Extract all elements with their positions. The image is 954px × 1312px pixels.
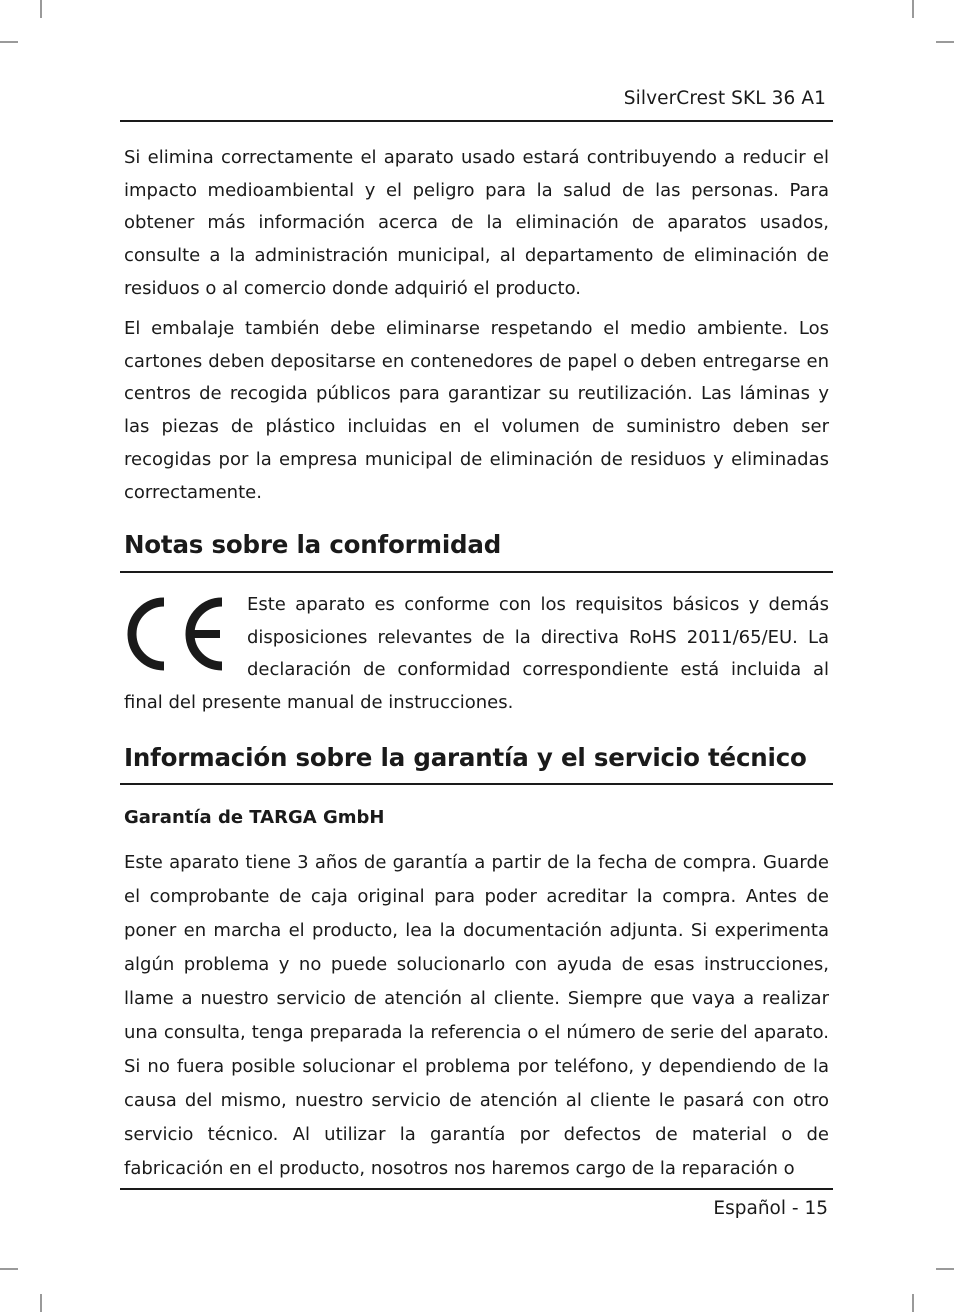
footer-rule	[120, 1188, 833, 1190]
crop-mark	[936, 41, 954, 43]
conformity-line: Este aparato es conforme con los requisitos básicos y demás	[247, 594, 829, 615]
conformity-heading: Notas sobre la conformidad	[124, 530, 502, 559]
disposal-paragraph-2: El embalaje también debe eliminarse respetando el medio ambiente. Los cartones deben depositarse en contenedores de papel o deben entregarse en centros de recogida públicos para garantizar su reutilización. Las láminas y las piezas de plástico incluidas en el volumen de suministro deben ser recogidas por la empresa municipal de eliminación de residuos y eliminadas correctamente.	[124, 318, 829, 503]
warranty-rule	[120, 783, 833, 785]
page-number: Español - 15	[713, 1198, 828, 1219]
header-product-name: SilverCrest SKL 36 A1	[623, 88, 826, 109]
conformity-line: declaración de conformidad correspondiente está incluida al	[247, 659, 829, 681]
conformity-line: final del presente manual de instrucciones.	[124, 692, 514, 714]
crop-mark	[40, 0, 42, 18]
crop-mark	[0, 41, 18, 43]
crop-mark	[0, 1268, 18, 1270]
conformity-line: disposiciones relevantes de la directiva RoHS 2011/65/EU. La	[247, 626, 829, 648]
warranty-paragraph: Este aparato tiene 3 años de garantía a partir de la fecha de compra. Guarde el comprobante de caja original para poder acreditar la compra. Antes de poner en marcha el producto, lea la documentación adjunta. Si experimenta algún problema y no puede solucionarlo con ayuda de esas instrucciones, llame a nuestro servicio de atención al cliente. Siempre que vaya a realizar una consulta, tenga preparada la referencia o el número de serie del aparato. Si no fuera posible solucionar el problema por teléfono, y dependiendo de la causa del mismo, nuestro servicio de atención al cliente le pasará con otro servicio técnico. Al utilizar la garantía por defectos de material o de fabricación en el producto, nosotros nos haremos cargo de la reparación o	[124, 852, 829, 1179]
crop-mark	[912, 1294, 914, 1312]
disposal-paragraph-1: Si elimina correctamente el aparato usado estará contribuyendo a reducir el impacto medioambiental y el peligro para la salud de las personas. Para obtener más información acerca de la eliminación de aparatos usados, consulte a la administración municipal, al departamento de eliminación de residuos o al comercio donde adquirió el producto.	[124, 147, 829, 299]
warranty-heading: Información sobre la garantía y el servicio técnico	[124, 743, 807, 772]
crop-mark	[936, 1268, 954, 1270]
conformity-rule	[120, 571, 833, 573]
conformity-paragraph	[124, 589, 829, 720]
warranty-subheading: Garantía de TARGA GmbH	[124, 807, 385, 828]
header-rule	[120, 120, 833, 122]
crop-mark	[40, 1294, 42, 1312]
crop-mark	[912, 0, 914, 18]
